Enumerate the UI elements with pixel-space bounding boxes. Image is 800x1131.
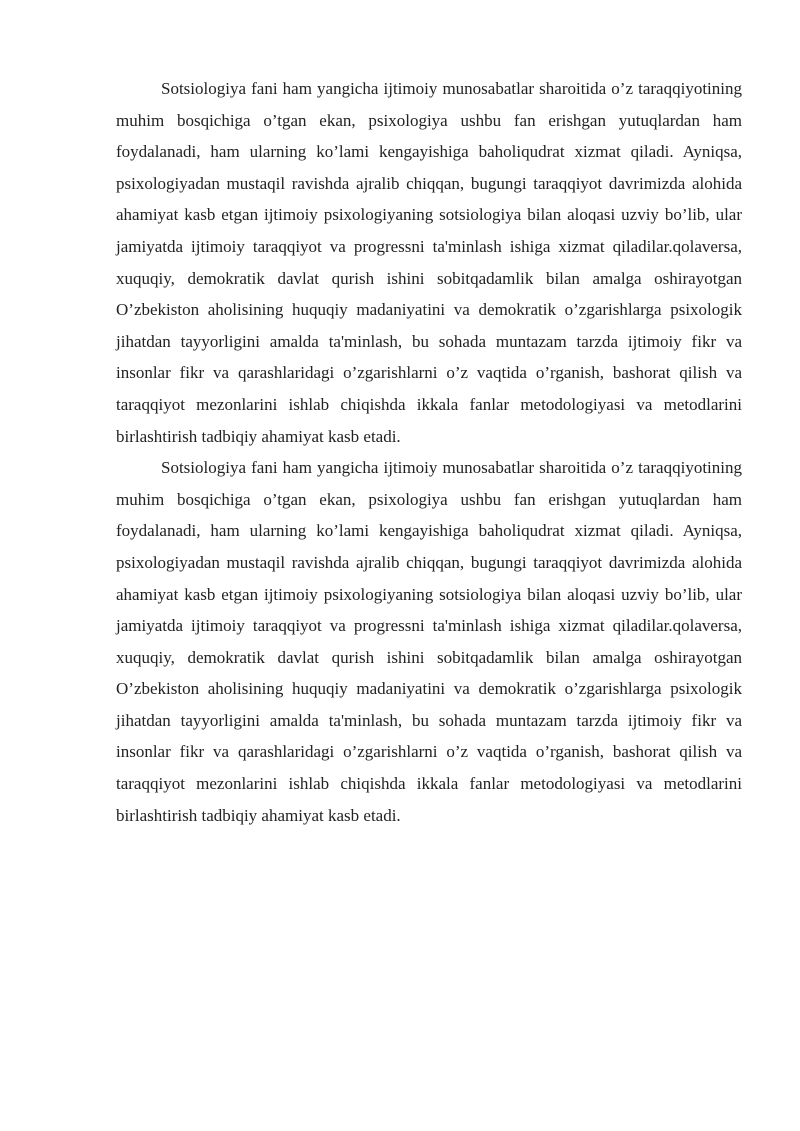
paragraph: Sotsiologiya fani ham yangicha ijtimoiy munosabatlar sharoitida o’z taraqqiyotining muhim bosqichiga o’tgan ekan, psixologiya ushbu fan erishgan yutuqlardan ham foydalanadi, ham ularning ko’lami kengayishiga baholiqudrat xizmat qiladi. Ayniqsa, psixologiyadan mustaqil ravishda ajralib chiqqan, bugungi taraqqiyot davrimizda alohida ahamiyat kasb etgan ijtimoiy psixologiyaning sotsiologiya bilan aloqasi uzviy bo’lib, ular jamiyatda ijtimoiy taraqqiyot va progressni ta'minlash ishiga xizmat qiladilar.qolaversa, xuquqiy, demokratik davlat qurish ishini sobitqadamlik bilan amalga oshirayotgan O’zbekiston aholisining huquqiy madaniyatini va demokratik o’zgarishlarga psixologik jihatdan tayyorligini amalda ta'minlash, bu sohada muntazam tarzda ijtimoiy fikr va insonlar fikr va qarashlaridagi o’zgarishlarni o’z vaqtida o’rganish, bashorat qilish va taraqqiyot mezonlarini ishlab chiqishda ikkala fanlar metodologiyasi va metodlarini birlashtirish tadbiqiy ahamiyat kasb etadi. <box>116 458 742 825</box>
paragraph: Sotsiologiya fani ham yangicha ijtimoiy munosabatlar sharoitida o’z taraqqiyotining muhim bosqichiga o’tgan ekan, psixologiya ushbu fan erishgan yutuqlardan ham foydalanadi, ham ularning ko’lami kengayishiga baholiqudrat xizmat qiladi. Ayniqsa, psixologiyadan mustaqil ravishda ajralib chiqqan, bugungi taraqqiyot davrimizda alohida ahamiyat kasb etgan ijtimoiy psixologiyaning sotsiologiya bilan aloqasi uzviy bo’lib, ular jamiyatda ijtimoiy taraqqiyot va progressni ta'minlash ishiga xizmat qiladilar.qolaversa, xuquqiy, demokratik davlat qurish ishini sobitqadamlik bilan amalga oshirayotgan O’zbekiston aholisining huquqiy madaniyatini va demokratik o’zgarishlarga psixologik jihatdan tayyorligini amalda ta'minlash, bu sohada muntazam tarzda ijtimoiy fikr va insonlar fikr va qarashlaridagi o’zgarishlarni o’z vaqtida o’rganish, bashorat qilish va taraqqiyot mezonlarini ishlab chiqishda ikkala fanlar metodologiyasi va metodlarini birlashtirish tadbiqiy ahamiyat kasb etadi. <box>116 79 742 446</box>
document-body <box>116 73 742 831</box>
